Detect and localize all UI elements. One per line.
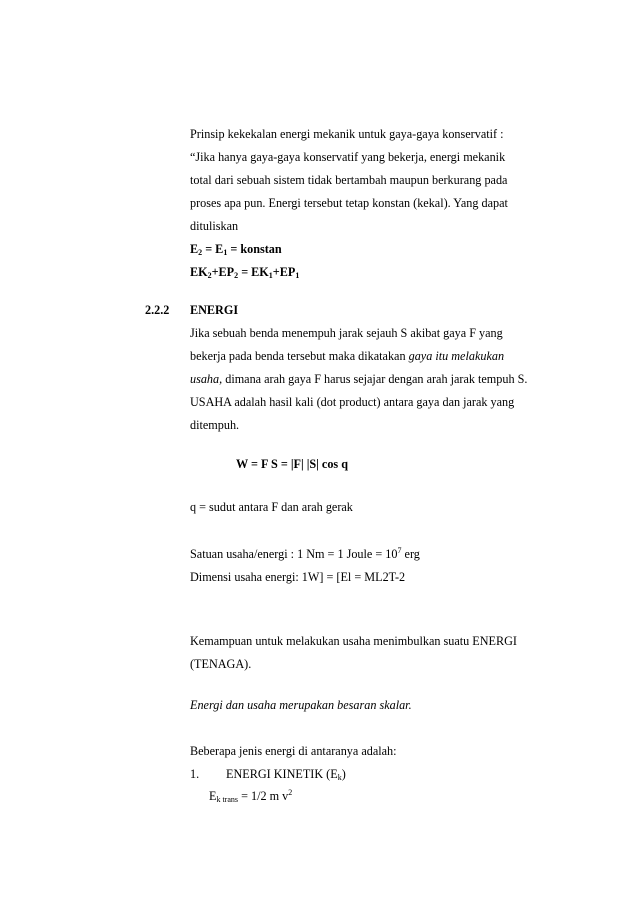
intro-line-4: proses apa pun. Energi tersebut tetap konstan (kekal). Yang dapat — [190, 196, 508, 210]
scalar-statement: Energi dan usaha merupakan besaran skalar. — [190, 698, 412, 712]
section-number: 2.2.2 — [145, 303, 170, 317]
list-item-number: 1. — [190, 767, 200, 781]
list-item-kinetic-energy: ENERGI KINETIK $(E_k)$ — [226, 767, 346, 782]
paragraph-line-1: Jika sebuah benda menempuh jarak sejauh S akibat gaya F yang — [190, 326, 503, 340]
capacity-line-1: Kemampuan untuk melakukan usaha menimbulkan suatu ENERGI — [190, 634, 517, 648]
paragraph-line-5: ditempuh. — [190, 418, 240, 432]
capacity-line-2: (TENAGA). — [190, 657, 252, 671]
paragraph-line-3: usaha, dimana arah gaya F harus sejajar dengan arah jarak tempuh S. — [190, 372, 528, 386]
paragraph-line-4: USAHA adalah hasil kali (dot product) antara gaya dan jarak yang — [190, 395, 515, 409]
intro-line-2: “Jika hanya gaya-gaya konservatif yang bekerja, energi mekanik — [190, 150, 506, 164]
unit-line: Satuan usaha/energi : 1 Nm = 1 Joule = $10^7$ erg — [190, 546, 420, 561]
equation-kinetic-potential: $EK_2+EP_2 = EK_1+EP_1$ — [190, 265, 300, 280]
section-title: ENERGI — [190, 303, 239, 317]
intro-line-3: total dari sebuah sistem tidak bertambah maupun berkurang pada — [190, 173, 508, 187]
paragraph-line-2: bekerja pada benda tersebut maka dikatakan gaya itu melakukan — [190, 349, 505, 363]
equation-energy-conservation: $E_2 = E_1$ = konstan — [190, 242, 282, 257]
angle-definition: q = sudut antara F dan arah gerak — [190, 500, 353, 514]
intro-line-1: Prinsip kekekalan energi mekanik untuk gaya-gaya konservatif : — [190, 127, 504, 141]
dimension-line: Dimensi usaha energi: 1W] = [El = ML2T-2 — [190, 570, 406, 584]
energy-types-intro: Beberapa jenis energi di antaranya adalah: — [190, 744, 397, 758]
kinetic-energy-formula: $E_{k trans} = 1/2$ m $v^2$ — [209, 788, 293, 804]
intro-line-5: dituliskan — [190, 219, 239, 233]
work-formula: W = F S = |F| |S| cos q — [236, 457, 348, 471]
